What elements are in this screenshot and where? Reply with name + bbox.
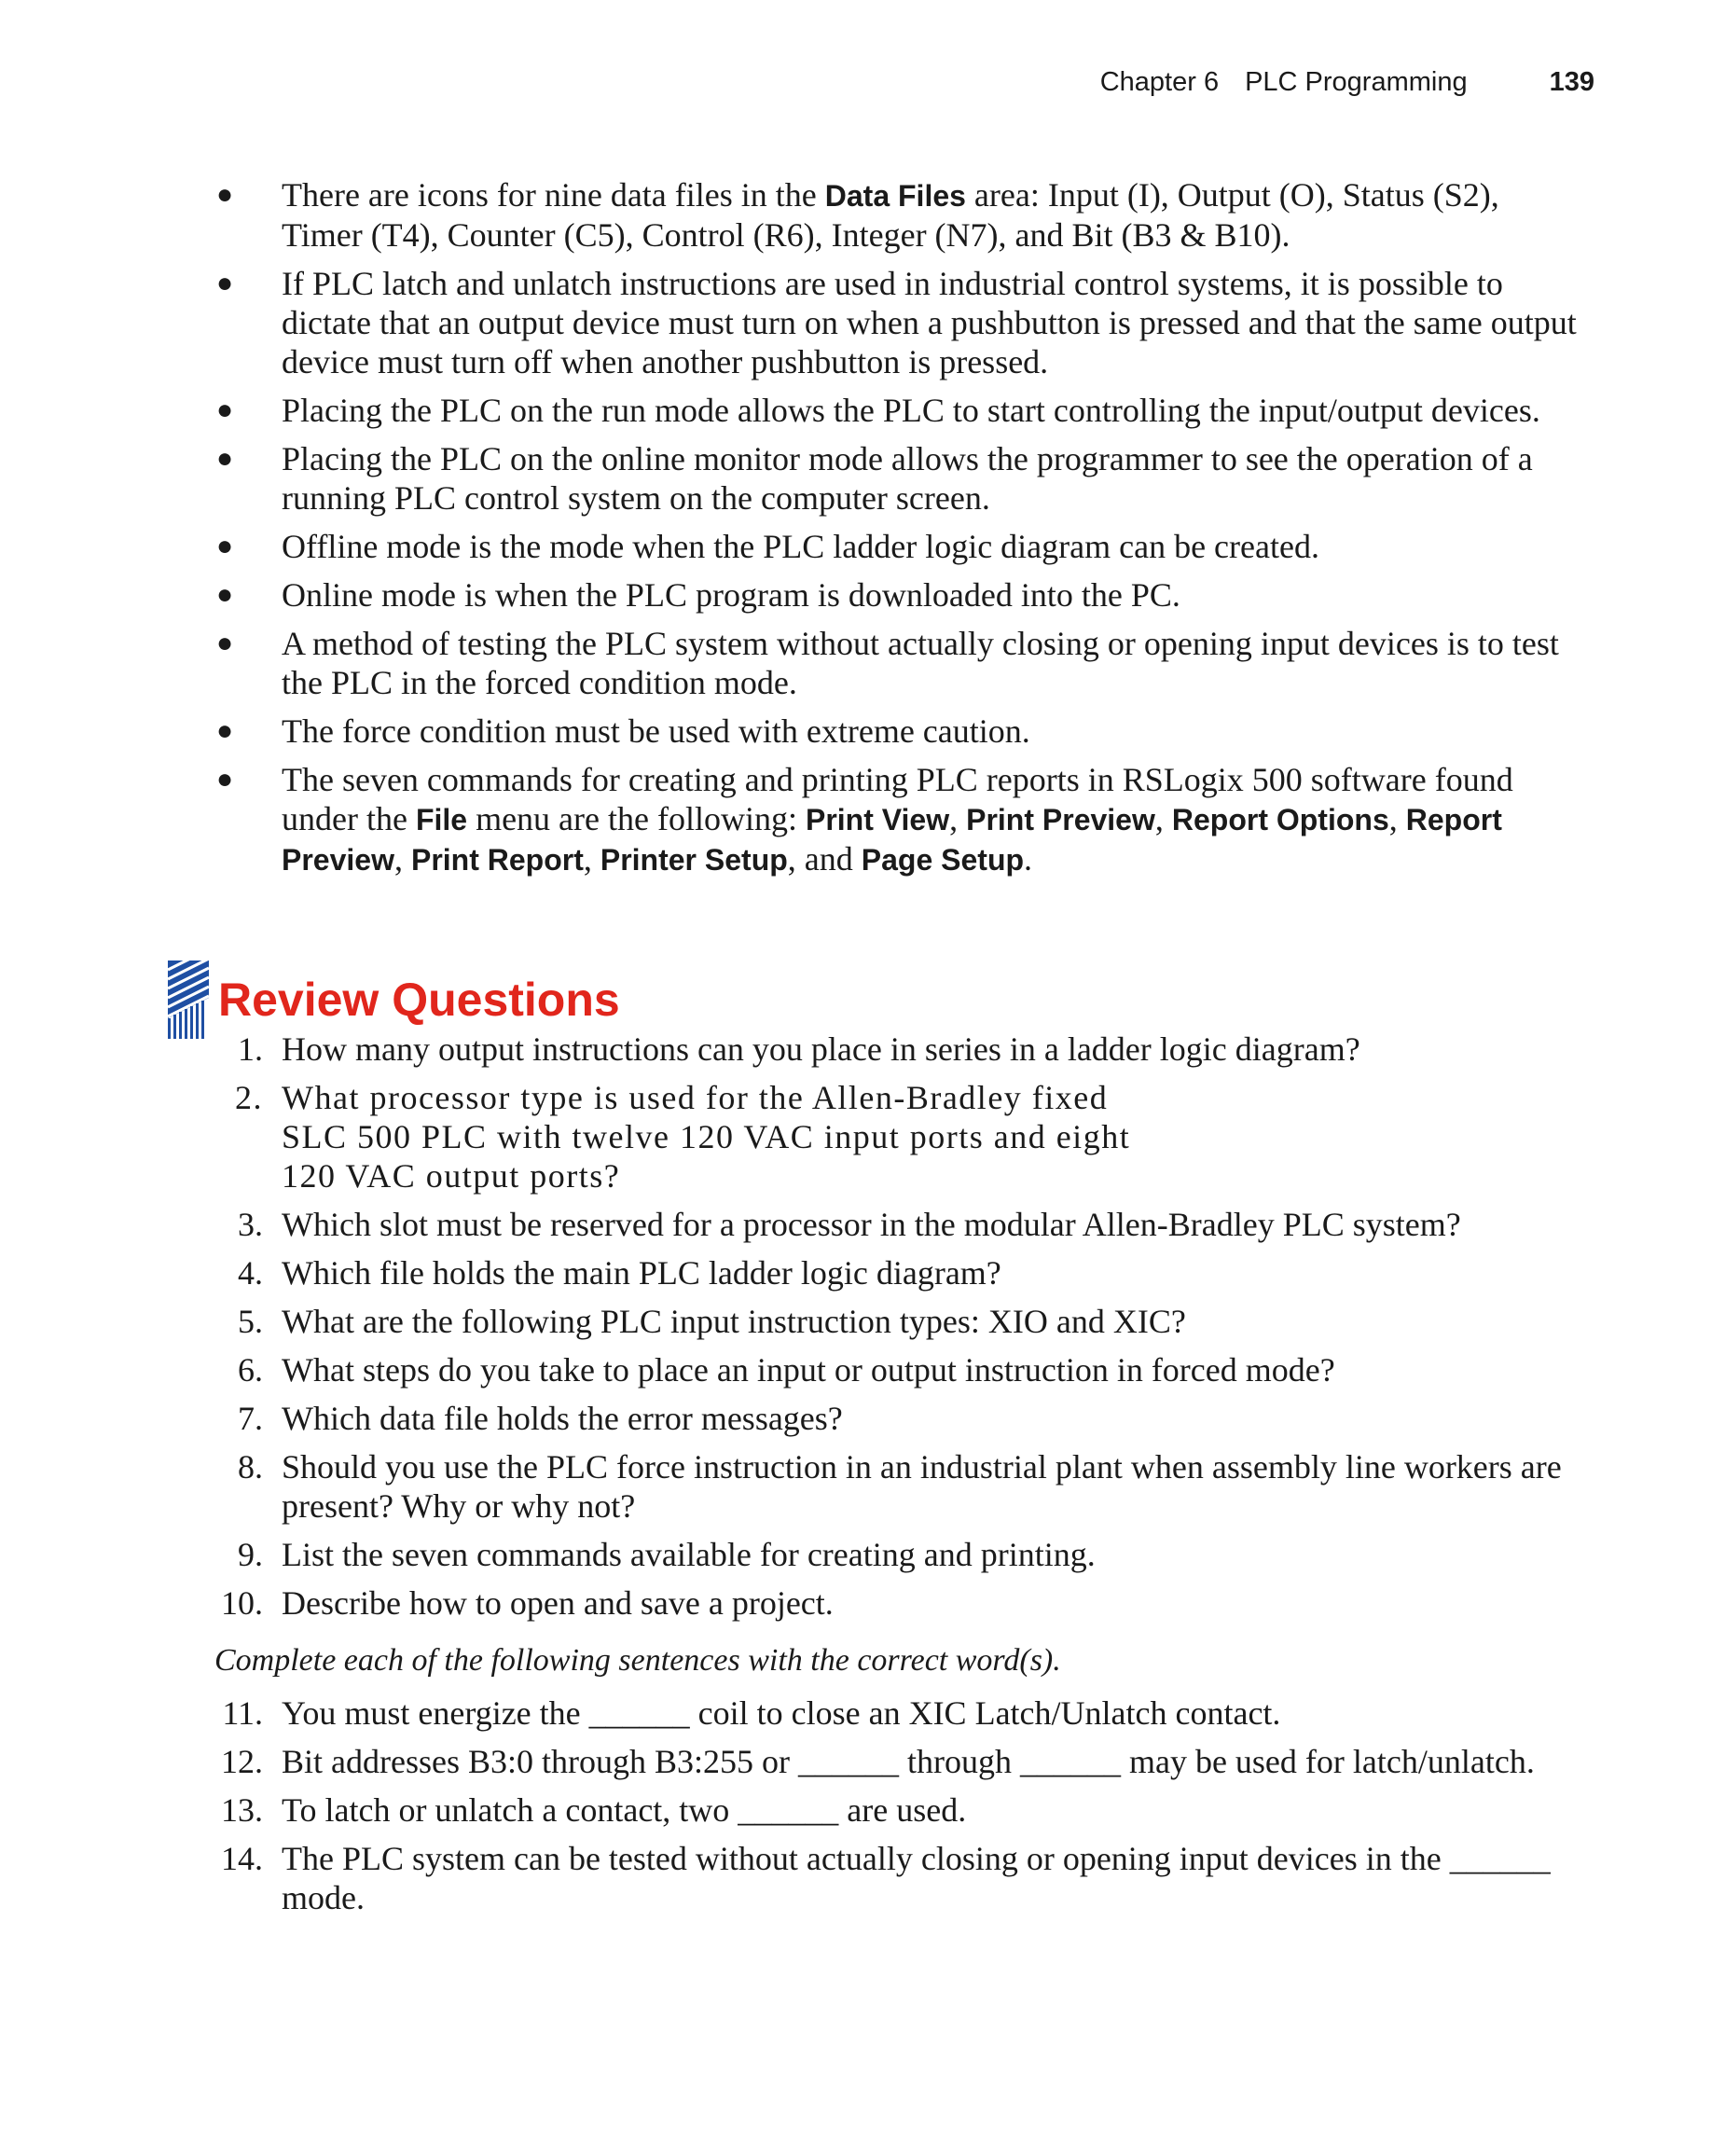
review-questions-title: Review Questions <box>218 974 620 1026</box>
bullet-text: A method of testing the PLC system without actually closing or opening input devices is to test the PLC in the forced condition mode. <box>282 625 1559 701</box>
review-questions-icon <box>168 961 209 1039</box>
question-item <box>216 1399 1587 1438</box>
question-number: 14. <box>221 1840 263 1877</box>
section-label: PLC Programming <box>1245 67 1468 97</box>
question-text: The PLC system can be tested without actually closing or opening input devices in the ______ mode. <box>282 1840 1551 1916</box>
question-number: 4. <box>238 1254 263 1292</box>
question-item <box>216 1253 1587 1292</box>
question-text: Which slot must be reserved for a processor in the modular Allen-Bradley PLC system? <box>282 1206 1461 1243</box>
bold-term: Report Preview <box>282 803 1502 877</box>
fill-in-list <box>216 1693 1587 1917</box>
question-text: Which file holds the main PLC ladder logic diagram? <box>282 1254 1001 1292</box>
question-number: 9. <box>238 1536 263 1573</box>
question-item <box>216 1447 1587 1526</box>
question-text: How many output instructions can you place in series in a ladder logic diagram? <box>282 1030 1360 1068</box>
bullet-text: Placing the PLC on the run mode allows the PLC to start controlling the input/output devices. <box>282 392 1540 429</box>
summary-bullet <box>216 624 1585 702</box>
question-item <box>216 1839 1587 1917</box>
question-item <box>216 1583 1587 1623</box>
question-number: 1. <box>238 1030 263 1068</box>
bullet-icon: ● <box>216 268 234 298</box>
question-text: To latch or unlatch a contact, two ______ are used. <box>282 1791 967 1829</box>
question-number: 10. <box>221 1584 263 1622</box>
bullet-text: , <box>1154 800 1172 837</box>
question-item <box>216 1742 1587 1781</box>
question-text-line: 120 VAC output ports? <box>282 1157 621 1195</box>
bullet-text: There are icons for nine data files in the <box>282 176 825 214</box>
question-item <box>216 1790 1587 1830</box>
chapter-label: Chapter 6 <box>1099 67 1220 97</box>
question-text: What steps do you take to place an input or output instruction in forced mode? <box>282 1351 1335 1389</box>
question-text: Which data file holds the error messages? <box>282 1400 843 1437</box>
review-questions-heading <box>168 961 620 1039</box>
bullet-text: menu are the following: <box>467 800 806 837</box>
question-text: Should you use the PLC force instruction in an industrial plant when assembly line workers are present? Why or why not? <box>282 1448 1562 1525</box>
summary-bullet <box>216 575 1585 615</box>
question-item <box>216 1693 1587 1733</box>
bold-term: Printer Setup <box>600 843 788 877</box>
question-number: 12. <box>221 1743 263 1780</box>
bullet-text: Placing the PLC on the online monitor mode allows the programmer to see the operation of a running PLC control system on the computer screen. <box>282 440 1533 517</box>
question-number: 6. <box>238 1351 263 1389</box>
question-text: Describe how to open and save a project. <box>282 1584 834 1622</box>
bullet-icon: ● <box>216 764 234 795</box>
question-text-line: SLC 500 PLC with twelve 120 VAC input ports and eight <box>282 1118 1131 1155</box>
question-text: List the seven commands available for creating and printing. <box>282 1536 1096 1573</box>
bullet-icon: ● <box>216 394 234 425</box>
summary-bullet-list <box>216 175 1585 879</box>
bullet-text: The seven commands for creating and printing PLC reports in RSLogix 500 software found under the <box>282 761 1513 837</box>
question-text: What are the following PLC input instruction types: XIO and XIC? <box>282 1303 1186 1340</box>
summary-bullet <box>216 175 1585 255</box>
bullet-text: Online mode is when the PLC program is downloaded into the PC. <box>282 576 1180 614</box>
summary-bullet <box>216 391 1585 430</box>
bullet-text: , <box>949 800 967 837</box>
page-number: 139 <box>1549 67 1594 97</box>
question-text-line: What processor type is used for the Allen-Bradley fixed <box>282 1079 1109 1116</box>
bullet-icon: ● <box>216 179 234 210</box>
bullet-icon: ● <box>216 443 234 474</box>
bullet-icon: ● <box>216 715 234 746</box>
bold-term: Print Report <box>410 843 584 877</box>
bullet-icon: ● <box>216 531 234 561</box>
summary-bullet <box>216 712 1585 751</box>
question-number: 7. <box>238 1400 263 1437</box>
bullet-text: Offline mode is the mode when the PLC ladder logic diagram can be created. <box>282 528 1319 565</box>
running-header <box>1100 67 1594 98</box>
question-number: 2. <box>235 1079 263 1116</box>
bullet-text: . <box>1024 840 1033 878</box>
question-text: You must energize the ______ coil to close an XIC Latch/Unlatch contact. <box>282 1694 1281 1732</box>
bullet-text: If PLC latch and unlatch instructions are used in industrial control systems, it is possible to dictate that an output device must turn on when a pushbutton is pressed and that the same output device must turn off when another pushbutton is pressed. <box>282 265 1577 380</box>
bold-term: Print View <box>805 803 950 836</box>
summary-bullet <box>216 264 1585 381</box>
summary-bullet <box>216 527 1585 566</box>
question-text: Bit addresses B3:0 through B3:255 or ______ through ______ may be used for latch/unlatch. <box>282 1743 1535 1780</box>
bullet-icon: ● <box>216 579 234 610</box>
question-item <box>216 1205 1587 1244</box>
bullet-text: , <box>1388 800 1406 837</box>
bold-term: File <box>415 803 468 836</box>
question-item <box>216 1078 1587 1195</box>
question-item <box>216 1535 1587 1574</box>
bullet-text: , <box>393 840 411 878</box>
bullet-text: The force condition must be used with extreme caution. <box>282 712 1030 750</box>
summary-bullet <box>216 439 1585 518</box>
question-number: 8. <box>238 1448 263 1486</box>
bold-term: Data Files <box>824 179 966 213</box>
review-questions-section <box>216 1030 1587 1927</box>
bullet-text: , and <box>787 840 862 878</box>
question-number: 11. <box>222 1694 263 1732</box>
bullet-icon: ● <box>216 628 234 658</box>
question-item <box>216 1350 1587 1389</box>
question-list <box>216 1030 1587 1623</box>
question-number: 13. <box>221 1791 263 1829</box>
bold-term: Print Preview <box>966 803 1155 836</box>
question-item <box>216 1030 1587 1069</box>
fill-in-instruction: Complete each of the following sentences with the correct word(s). <box>214 1643 1061 1678</box>
summary-bullet <box>216 760 1585 879</box>
question-item <box>216 1302 1587 1341</box>
bold-term: Report Options <box>1171 803 1389 836</box>
bullet-text: area: Input (I), Output (O), Status (S2), Timer (T4), Counter (C5), Control (R6), Integer (N7), and Bit (B3 & B10). <box>282 176 1499 254</box>
question-number: 5. <box>238 1303 263 1340</box>
bullet-text: , <box>583 840 600 878</box>
bold-term: Page Setup <box>861 843 1025 877</box>
question-number: 3. <box>238 1206 263 1243</box>
summary-section <box>216 175 1585 889</box>
